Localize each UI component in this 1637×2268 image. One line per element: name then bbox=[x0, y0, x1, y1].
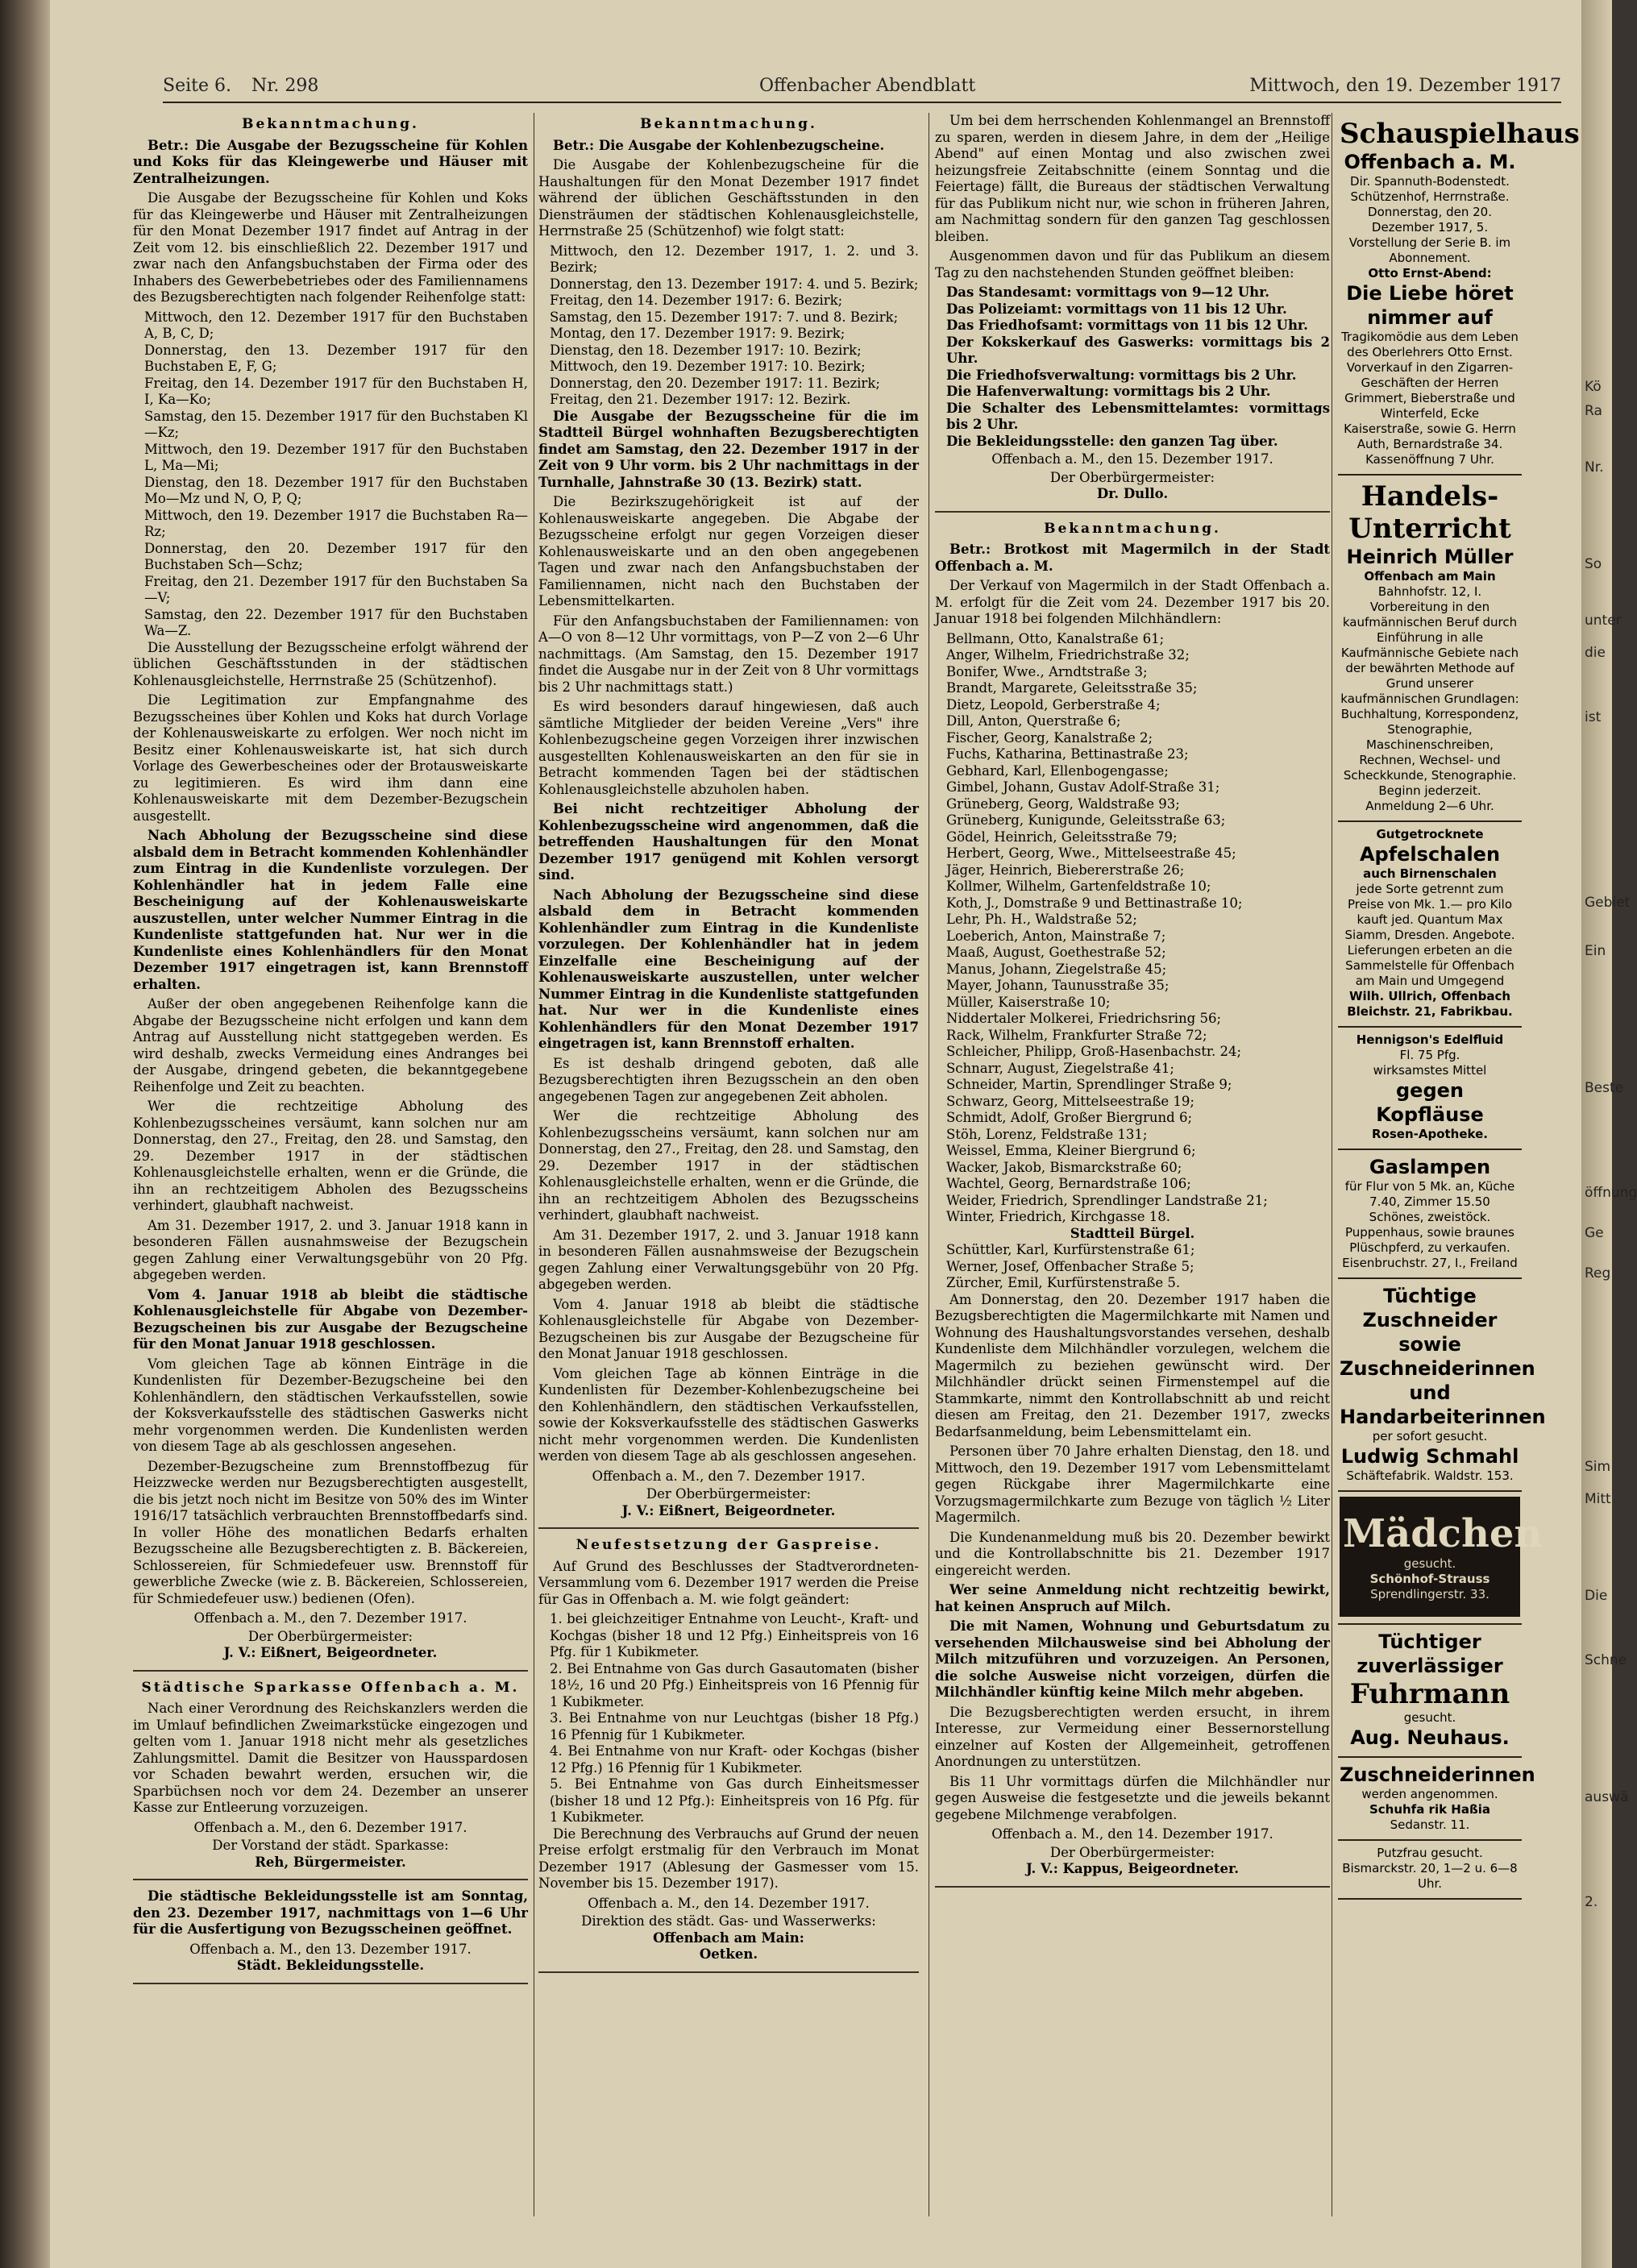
ad-text: auch Birnenschalen bbox=[1363, 866, 1497, 881]
dealer-item: Anger, Wilhelm, Friedrichstraße 32; bbox=[946, 647, 1190, 663]
column-2 bbox=[538, 113, 919, 2249]
hours-item: Das Friedhofsamt: vormittags von 11 bis 12 Uhr. bbox=[946, 318, 1308, 333]
schedule-list bbox=[538, 243, 919, 409]
dealer-item: Müller, Kaiserstraße 10; bbox=[946, 994, 1111, 1010]
edge-fragment: öffnung bbox=[1585, 1185, 1637, 1201]
signature-date: Offenbach a. M., den 13. Dezember 1917. bbox=[189, 1941, 472, 1957]
notice-heading: Bekanntmachung. bbox=[640, 116, 817, 132]
schedule-item: Mittwoch, den 19. Dezember 1917 für den Buchstaben L, Ma—Mi; bbox=[144, 441, 528, 473]
dealer-item: Herbert, Georg, Wwe., Mittelseestraße 45; bbox=[946, 845, 1236, 861]
ad-text: per sofort gesucht. bbox=[1372, 1429, 1488, 1443]
signature-role: Der Oberbürgermeister: bbox=[1049, 1844, 1215, 1860]
ad-place: Offenbach a. M. bbox=[1344, 151, 1516, 173]
notice-paragraph: Die mit Namen, Wohnung und Geburtsdatum zu versehenden Milchausweise sind bei Abholung der Milch mitzuführen und vorzuzeigen. An Personen, die solche Ausweise nicht vorzeigen, dürfen die Milchhändler künftig keine Milch mehr abgeben. bbox=[935, 1618, 1330, 1700]
schedule-item: Freitag, den 14. Dezember 1917: 6. Bezirk; bbox=[550, 293, 843, 308]
column-3 bbox=[935, 113, 1330, 2249]
signature-org: Offenbach am Main: bbox=[653, 1929, 804, 1946]
signature-role: Der Oberbürgermeister: bbox=[247, 1628, 413, 1644]
ad-text: gesucht. bbox=[1403, 1556, 1456, 1571]
price-item: 4. Bei Entnahme von nur Kraft- oder Kochgas (bisher 12 Pfg.) 16 Pfennig für 1 Kubikmeter. bbox=[550, 1743, 919, 1776]
tailors-ad bbox=[1338, 1279, 1546, 1492]
dealer-item: Manus, Johann, Ziegelstraße 45; bbox=[946, 961, 1167, 977]
notice-paragraph: Die Ausgabe der Bezugsscheine für die im Stadtteil Bürgel wohnhaften Bezugsberechtigten findet am Samstag, den 22. Dezember 1917 in der Zeit von 9 Uhr vorm. bis 2 Uhr nachmittags in der Turnhalle, Jahnstraße 30 (13. Bezirk) statt. bbox=[538, 408, 919, 490]
ad-title: sowie Zuschneiderinnen bbox=[1340, 1333, 1535, 1380]
signature-role: Der Oberbürgermeister: bbox=[646, 1486, 812, 1502]
notice-subject: Betr.: Die Ausgabe der Kohlenbezugscheine. bbox=[553, 137, 885, 153]
dealer-item: Werner, Josef, Offenbacher Straße 5; bbox=[946, 1258, 1195, 1274]
ad-text: Schäftefabrik. Waldstr. 153. bbox=[1346, 1468, 1514, 1483]
edge-fragment: Sim bbox=[1585, 1459, 1611, 1475]
apple-peel-ad bbox=[1338, 822, 1522, 1028]
ad-name: Aug. Neuhaus. bbox=[1350, 1726, 1510, 1749]
notice-paragraph: Wer die rechtzeitige Abholung des Kohlenbezugsscheines versäumt, kann solchen nur am Donnerstag, den 27., Freitag, den 28. und Samstag, den 29. Dezember 1917 in der städtischen Kohlenausgleichstelle erhalten, wenn er die Gründe, die ihn an rechtzeitigem Abholen des Bezugsscheins verhindert, glaubhaft nachweist. bbox=[133, 1099, 528, 1213]
hours-item: Der Kokskerkauf des Gaswerks: vormittags bis 2 Uhr. bbox=[946, 334, 1330, 366]
paper-title: Offenbacher Abendblatt bbox=[759, 76, 976, 96]
ad-text: jede Sorte getrennt zum Preise von Mk. 1.— pro Kilo kauft jed. Quantum Max Siamm, Dresden. Angebote. Lieferungen erbeten an die Sammelstelle für Offenbach am Main und Umgegend bbox=[1344, 882, 1515, 988]
ad-text: Dir. Spannuth-Bodenstedt. bbox=[1350, 174, 1510, 189]
notice-paragraph: Vom 4. Januar 1918 ab bleibt die städtische Kohlenausgleichstelle für Abgabe von Dezember-Bezugscheinen bis zur Ausgabe der Bezugscheine für den Monat Januar 1918 geschlossen. bbox=[133, 1286, 528, 1352]
ad-text: gesucht. bbox=[1403, 1710, 1456, 1725]
ad-title: Hennigson's Edelfluid bbox=[1356, 1032, 1504, 1047]
signature-role: Der Oberbürgermeister: bbox=[1049, 469, 1215, 485]
notice-paragraph: Personen über 70 Jahre erhalten Dienstag, den 18. und Mittwoch, den 19. Dezember 1917 vom Lebensmittelamt gegen Rückgabe ihrer Magermilchkarte eine Vorzugsmagermilchkarte zum Bezuge von täglich ½ Liter Magermilch. bbox=[935, 1443, 1330, 1525]
ad-title: Schauspielhaus bbox=[1340, 118, 1580, 150]
notice-heading: Städtische Sparkasse Offenbach a. M. bbox=[141, 1679, 520, 1696]
schedule-item: Samstag, den 15. Dezember 1917: 7. und 8. Bezirk; bbox=[550, 309, 899, 325]
ad-text: Bahnhofstr. 12, I. bbox=[1377, 584, 1482, 599]
ad-title: Tüchtiger bbox=[1378, 1630, 1481, 1653]
notice-paragraph: Am Donnerstag, den 20. Dezember 1917 haben die Bezugsberechtigten die Magermilchkarte mit Namen und Wohnung des Haushaltungsvorstandes versehen, deshalb Kundenliste dem Milchhändler vorzulegen, welchem die Magermilch zu beziehen gewünscht wird. Der Milchhändler drückt seinen Firmenstempel auf die Stammkarte, nimmt den Kontrollabschnitt ab und reicht diesen am Freitag, den 21. Dezember 1917, zwecks Bedarfsanmeldung, beim Lebensmittelamt ein. bbox=[935, 1291, 1330, 1439]
schedule-item: Mittwoch, den 12. Dezember 1917 für den Buchstaben A, B, C, D; bbox=[144, 309, 528, 341]
edge-fragment: So bbox=[1585, 556, 1602, 572]
signature-name: J. V.: Eißnert, Beigeordneter. bbox=[223, 1645, 438, 1660]
schedule-item: Mittwoch, den 12. Dezember 1917, 1. 2. und 3. Bezirk; bbox=[550, 243, 919, 275]
dealer-item: Brandt, Margarete, Geleitsstraße 35; bbox=[946, 680, 1198, 696]
ad-text: Putzfrau gesucht. Bismarckstr. 20, 1—2 u. 6—8 Uhr. bbox=[1342, 1846, 1518, 1891]
notice-heading: Neufestsetzung der Gaspreise. bbox=[575, 1537, 882, 1553]
ad-title: Gaslampen bbox=[1369, 1156, 1491, 1178]
notice-text: Nach einer Verordnung des Reichskanzlers werden die im Umlauf befindlichen Zweimarkstücke eingezogen und gelten vom 1. Januar 1918 nicht mehr als gesetzliches Zahlungsmittel. Damit die Besitzer von Hausspardosen vor Schaden bewahrt werden, ersuchen wir, die Sparbüchsen noch vor dem 24. Dezember an unserer Kasse zur Entleerung vorzuzeigen. bbox=[133, 1701, 528, 1815]
dealer-item: Maaß, August, Goethestraße 52; bbox=[946, 945, 1166, 960]
edge-fragment: ist bbox=[1585, 709, 1602, 725]
signature-date: Offenbach a. M., den 14. Dezember 1917. bbox=[991, 1826, 1273, 1842]
edge-fragment: unter bbox=[1585, 613, 1622, 629]
dealer-item: Gödel, Heinrich, Geleitsstraße 79; bbox=[946, 829, 1178, 845]
notice-paragraph: Am 31. Dezember 1917, 2. und 3. Januar 1918 kann in besonderen Fällen ausnahmsweise der Bezugschein gegen Zahlung einer Verwaltungsgebühr von 20 Pfg. abgegeben werden. bbox=[538, 1227, 919, 1292]
notice-heading: Bekanntmachung. bbox=[1044, 520, 1221, 537]
schedule-item: Samstag, den 22. Dezember 1917 für den Buchstaben Wa—Z. bbox=[144, 606, 528, 638]
ad-text: Sedanstr. 11. bbox=[1390, 1817, 1470, 1832]
notice-gas-prices bbox=[538, 1537, 919, 1973]
signature-date: Offenbach a. M., den 7. Dezember 1917. bbox=[592, 1468, 866, 1484]
dealer-item: Zürcher, Emil, Kurfürstenstraße 5. bbox=[946, 1275, 1181, 1290]
signature-name: J. V.: Kappus, Beigeordneter. bbox=[1026, 1861, 1239, 1876]
notice-skim-milk bbox=[935, 521, 1330, 1888]
edge-fragment: 2. bbox=[1585, 1894, 1598, 1910]
advertisement-column bbox=[1338, 113, 1580, 2249]
ad-inverse-box bbox=[1340, 1497, 1543, 1617]
edge-fragment: Die bbox=[1585, 1588, 1608, 1604]
ad-text: Offenbach am Main bbox=[1364, 569, 1496, 584]
ad-title: Zuschneiderinnen bbox=[1340, 1763, 1535, 1786]
edge-fragment: auswä bbox=[1585, 1789, 1629, 1805]
dealer-item: Fuchs, Katharina, Bettinastraße 23; bbox=[946, 746, 1189, 762]
dealer-item: Wachtel, Georg, Bernardstraße 106; bbox=[946, 1176, 1191, 1191]
district-heading: Stadtteil Bürgel. bbox=[1070, 1225, 1195, 1241]
dealer-item: Dietz, Leopold, Gerberstraße 4; bbox=[946, 696, 1161, 712]
hours-item: Die Friedhofsverwaltung: vormittags bis 2 Uhr. bbox=[946, 367, 1297, 383]
ad-text: Otto Ernst-Abend: bbox=[1368, 266, 1492, 280]
schedule-list bbox=[133, 309, 528, 640]
ad-text: Vorverkauf in den Zigarren-Geschäften der Herren Grimmert, Bieberstraße und Winterfeld, Ecke Kaiserstraße, sowie G. Herrn Auth, Bernardstraße 34. bbox=[1344, 360, 1516, 451]
ad-title: zuverlässiger bbox=[1357, 1655, 1503, 1677]
edge-fragment: Nr. bbox=[1585, 459, 1604, 476]
ad-title: Unterricht bbox=[1348, 513, 1511, 545]
signature-date: Offenbach a. M., den 7. Dezember 1917. bbox=[193, 1610, 467, 1626]
maid-ad bbox=[1338, 1492, 1543, 1625]
dealer-item: Schüttler, Karl, Kurfürstenstraße 61; bbox=[946, 1242, 1195, 1257]
dealer-item: Schleicher, Philipp, Groß-Hasenbachstr. 24; bbox=[946, 1044, 1242, 1059]
notice-paragraph: Es wird besonders darauf hingewiesen, daß auch sämtliche Mitglieder der beiden Vereine „Vers" ihre Kohlenbezugscheine gegen Vorzeigen ihrer inzwischen ausgestellten Kohlenausweiskarten an den für sie in Betracht kommenden Tagen bei der städtischen Kohlenausgleichstelle abzuholen haben. bbox=[538, 699, 919, 797]
ad-text: Sprendlingerstr. 33. bbox=[1370, 1587, 1490, 1601]
ad-title: Apfelschalen bbox=[1359, 843, 1501, 866]
notice-heading: Bekanntmachung. bbox=[242, 116, 419, 132]
dealer-item: Winter, Friedrich, Kirchgasse 18. bbox=[946, 1209, 1170, 1224]
dealer-item: Dill, Anton, Querstraße 6; bbox=[946, 713, 1121, 729]
cutters-ad bbox=[1338, 1758, 1535, 1841]
signature-date: Offenbach a. M., den 14. Dezember 1917. bbox=[588, 1895, 870, 1911]
price-item: 1. bei gleichzeitiger Entnahme von Leucht-, Kraft- und Kochgas (bisher 18 und 12 Pfg.) Einheitspreis von 16 Pfg. für 1 Kubikmeter. bbox=[550, 1611, 919, 1659]
ad-name: Ludwig Schmahl bbox=[1340, 1445, 1519, 1468]
schedule-item: Montag, den 17. Dezember 1917: 9. Bezirk; bbox=[550, 326, 846, 341]
notice-paragraph: Wer die rechtzeitige Abholung des Kohlenbezugsscheins versäumt, kann solchen nur am Donnerstag, den 27., Freitag, den 28. und Samstag, den 29. Dezember 1917 in der städtischen Kohlenausgleichstelle erhalten, wenn er die Gründe, die ihn an rechtzeitigem Abholen des Bezugsscheins verhindert, glaubhaft nachweist. bbox=[538, 1108, 919, 1223]
ad-text: Anmeldung 2—6 Uhr. bbox=[1365, 799, 1494, 813]
dealer-item: Gimbel, Johann, Gustav Adolf-Straße 31; bbox=[946, 779, 1220, 795]
book-binding bbox=[0, 0, 50, 2268]
notice-paragraph: Für den Anfangsbuchstaben der Familiennamen: von A—O von 8—12 Uhr vormittags, von P—Z von 2—6 Uhr nachmittags. (Am Samstag, den 15. Dezember 1917 findet die Ausgabe nur in der Zeit von 8 Uhr vormittags bis 2 Uhr nachmittags statt.) bbox=[538, 613, 919, 695]
notice-paragraph: Ausgenommen davon und für das Publikum an diesem Tag zu den nachstehenden Stunden geöffnet bleiben: bbox=[935, 248, 1330, 280]
dealer-item: Koth, J., Domstraße 9 und Bettinastraße 10; bbox=[946, 895, 1243, 911]
column-1 bbox=[133, 113, 528, 2249]
dealer-item: Lehr, Ph. H., Waldstraße 52; bbox=[946, 912, 1137, 927]
gas-lamps-ad bbox=[1338, 1150, 1522, 1279]
notice-closing: Die Berechnung des Verbrauchs auf Grund der neuen Preise erfolgt erstmalig für den Verbrauch im Monat Dezember 1917 (Ablesung der Gasmesser vom 15. November bis 15. Dezember 1917). bbox=[538, 1826, 919, 1891]
dealer-item: Mayer, Johann, Taunusstraße 35; bbox=[946, 978, 1170, 993]
price-item: 3. Bei Entnahme von nur Leuchtgas (bisher 18 Pfg.) 16 Pfennig für 1 Kubikmeter. bbox=[550, 1710, 919, 1743]
cleaner-ad bbox=[1338, 1841, 1522, 1900]
notice-intro: Auf Grund des Beschlusses der Stadtverordneten-Versammlung vom 6. Dezember 1917 werden die Preise für Gas in Offenbach a. M. wie folgt geändert: bbox=[538, 1558, 919, 1607]
dealer-item: Schneider, Martin, Sprendlinger Straße 9; bbox=[946, 1077, 1232, 1092]
schedule-item: Dienstag, den 18. Dezember 1917: 10. Bezirk; bbox=[550, 342, 862, 358]
page-number: Seite 6. bbox=[163, 76, 231, 96]
ad-text: werden angenommen. bbox=[1361, 1787, 1498, 1801]
notice-office-hours bbox=[935, 113, 1330, 513]
notice-paragraph: Die Bezugsberechtigten werden ersucht, in ihrem Interesse, zur Vermeidung einer Bessernorstellung einzelner auf Kosten der Allgemeinheit, getroffenen Anordnungen zu unterstützen. bbox=[935, 1704, 1330, 1769]
ad-name: Schuhfa rik Haßia bbox=[1369, 1802, 1491, 1817]
ad-text: wirksamstes Mittel bbox=[1373, 1063, 1487, 1078]
price-item: 5. Bei Entnahme von Gas durch Einheitsmesser (bisher 18 und 12 Pfg.): Einheitspreis von 16 Pfg. für 1 Kubikmeter. bbox=[550, 1776, 919, 1825]
ad-text: Gutgetrocknete bbox=[1376, 827, 1484, 841]
ad-text: Eisenbruchstr. 27, I., Freiland bbox=[1342, 1256, 1518, 1270]
edge-fragment: Schne bbox=[1585, 1652, 1627, 1668]
dealer-item: Weider, Friedrich, Sprendlinger Landstraße 21; bbox=[946, 1192, 1268, 1208]
ad-title: und Handarbeiterinnen bbox=[1340, 1381, 1546, 1428]
ad-title: Handels- bbox=[1361, 480, 1499, 513]
dealer-item: Wacker, Jakob, Bismarckstraße 60; bbox=[946, 1159, 1182, 1175]
schedule-item: Donnerstag, den 20. Dezember 1917: 11. Bezirk; bbox=[550, 375, 880, 391]
ad-name: Heinrich Müller bbox=[1346, 546, 1514, 568]
notice-paragraph: Bei nicht rechtzeitiger Abholung der Kohlenbezugsscheine wird angenommen, daß die betreffenden Haushaltungen für den Monat Dezember 1917 genügend mit Kohlen versorgt sind. bbox=[538, 801, 919, 883]
dealer-item: Jäger, Heinrich, Biebererstraße 26; bbox=[946, 862, 1185, 878]
signature-date: Offenbach a. M., den 15. Dezember 1917. bbox=[991, 451, 1273, 467]
theater-ad bbox=[1338, 113, 1580, 476]
edge-fragment: Ge bbox=[1585, 1225, 1604, 1241]
notice-coal-households bbox=[538, 116, 919, 1529]
edge-fragment: Beste bbox=[1585, 1080, 1624, 1096]
ad-text: Bleichstr. 21, Fabrikbau. bbox=[1347, 1004, 1513, 1019]
notice-paragraph: Die Ausstellung der Bezugsscheine erfolgt während der üblichen Geschäftsstunden in der städtischen Kohlenausgleichstelle, Herrnstraße 25 (Schützenhof). bbox=[133, 639, 528, 688]
notice-intro: Um bei dem herrschenden Kohlenmangel an Brennstoff zu sparen, werden in diesem Jahre, in dem der „Heilige Abend" auf einen Montag und also zwischen zwei heizungsfreie Zeitabschnitte (einem Sonntag und die Feiertage) fällt, die Bureaus der städtischen Verwaltung für das Publikum nicht nur, wie schon in früheren Jahren, am Nachmittag sondern für den ganzen Tag geschlossen bleiben. bbox=[935, 113, 1330, 244]
issue-number: Nr. 298 bbox=[251, 76, 319, 96]
ad-text: Schützenhof, Herrnstraße. bbox=[1350, 189, 1510, 204]
ad-text: Rosen-Apotheke. bbox=[1372, 1127, 1488, 1141]
hours-item: Die Bekleidungsstelle: den ganzen Tag über. bbox=[946, 433, 1278, 449]
signature-name: Oetken. bbox=[699, 1946, 758, 1962]
dealer-item: Niddertaler Molkerei, Friedrichsring 56; bbox=[946, 1011, 1222, 1026]
ad-text: Fl. 75 Pfg. bbox=[1399, 1048, 1460, 1062]
dealer-item: Gebhard, Karl, Ellenbogengasse; bbox=[946, 762, 1169, 779]
notice-paragraph: Die Kundenanmeldung muß bis 20. Dezember bewirkt und die Kontrollabschnitte bis 21. Dezember 1917 eingereicht werden. bbox=[935, 1529, 1330, 1578]
notice-paragraph: Vom gleichen Tage ab können Einträge in die Kundenlisten für Dezember-Bezugscheine bei den Kohlenhändlern, den städtischen Verkaufsstellen, sowie der Koksverkaufsstelle des städtischen Gaswerks nicht mehr vorgenommen werden. Die Kundenlisten werden von diesem Tage ab als geschlossen angesehen. bbox=[133, 1356, 528, 1454]
notice-savings-bank bbox=[133, 1680, 528, 1881]
schedule-item: Donnerstag, den 20. Dezember 1917 für den Buchstaben Sch—Schz; bbox=[144, 540, 528, 572]
ad-title: Fuhrmann bbox=[1349, 1678, 1510, 1710]
schedule-item: Dienstag, den 18. Dezember 1917 für den Buchstaben Mo—Mz und N, O, P, Q; bbox=[144, 474, 528, 506]
edge-fragment: Kö bbox=[1585, 379, 1602, 395]
notice-subject: Betr.: Die Ausgabe der Bezugsscheine für Kohlen und Koks für das Kleingewerbe und Häuser mit Zentralheizungen. bbox=[133, 137, 528, 186]
notice-intro: Die Ausgabe der Bezugsscheine für Kohlen und Koks für das Kleingewerbe und Häuser mit Zentralheizungen für den Monat Dezember 1917 findet auf Antrag in der Zeit vom 12. bis einschließlich 22. Dezember 1917 und zwar nach den Anfangsbuchstaben der Firma oder des Inhabers des Gewerbebetriebes oder des Familiennamens des Bezugsberechtigten nach folgender Reihenfolge statt: bbox=[133, 190, 528, 305]
ad-text: Vorbereitung in den kaufmännischen Beruf durch Einführung in alle Kaufmännische Gebiete nach der bewährten Methode auf Grund unserer kaufmännischen Grundlagen: Buchhaltung, Korrespondenz, Stenographie, Maschinenschreiben, Rechnen, Wechsel- und Scheckkunde, Stenographie. Beginn jederzeit. bbox=[1340, 600, 1519, 798]
running-header bbox=[163, 73, 1561, 103]
notice-subject: Betr.: Brotkost mit Magermilch in der Stadt Offenbach a. M. bbox=[935, 542, 1330, 574]
signature-date: Offenbach a. M., den 6. Dezember 1917. bbox=[193, 1819, 467, 1835]
schedule-item: Donnerstag, den 13. Dezember 1917: 4. und 5. Bezirk; bbox=[550, 276, 919, 292]
notice-clothing-office bbox=[133, 1888, 528, 1984]
dealer-item: Grüneberg, Kunigunde, Geleitsstraße 63; bbox=[946, 812, 1226, 828]
ad-text: für Flur von 5 Mk. an, Küche 7.40, Zimmer 15.50 bbox=[1344, 1179, 1515, 1209]
edge-fragment: Gebiet bbox=[1585, 895, 1631, 911]
dealer-list bbox=[935, 631, 1330, 1226]
edge-fragment: Mitt bbox=[1585, 1491, 1611, 1507]
dealer-item: Schwarz, Georg, Mittelseestraße 19; bbox=[946, 1093, 1195, 1109]
hours-item: Das Polizeiamt: vormittags von 11 bis 12 Uhr. bbox=[946, 301, 1287, 317]
dealer-item: Stöh, Lorenz, Feldstraße 131; bbox=[946, 1126, 1148, 1142]
signature-name: Städt. Bekleidungsstelle. bbox=[236, 1958, 425, 1973]
hours-item: Die Hafenverwaltung: vormittags bis 2 Uhr. bbox=[946, 384, 1271, 399]
schedule-item: Freitag, den 21. Dezember 1917: 12. Bezirk. bbox=[550, 392, 851, 407]
dealer-item: Loeberich, Anton, Mainstraße 7; bbox=[946, 928, 1166, 944]
notice-paragraph: Bis 11 Uhr vormittags dürfen die Milchhändler nur gegen Ausweise die festgesetzte und die jeweils bekannt gegebene Milchmenge verabfolgen. bbox=[935, 1773, 1330, 1822]
dealer-item: Schnarr, August, Ziegelstraße 41; bbox=[946, 1060, 1174, 1076]
hours-item: Die Schalter des Lebensmittelamtes: vormittags bis 2 Uhr. bbox=[946, 400, 1330, 432]
notice-paragraph: Wer seine Anmeldung nicht rechtzeitig bewirkt, hat keinen Anspruch auf Milch. bbox=[935, 1582, 1330, 1614]
notice-paragraph: Dezember-Bezugscheine zum Brennstoffbezug für Heizzwecke werden nur Bezugsberechtigten ausgestellt, die bis jetzt noch nicht im Besitze von 50% des im Winter 1916/17 tatsächlich verbrauchten Brennstoffbedarfs sind. In voller Höhe des monatlichen Bedarfs erhalten Bezugsscheine alle Bezugsberechtigten z. B. Bäckereien, Schlossereien, für Schmiedefeuer usw. Brennstoff für gewerbliche Zwecke (wie z. B. Bäckereien, Schlossereien, für Schmiedefeuer usw.) bedienen (Ofen). bbox=[133, 1458, 528, 1606]
dealer-item: Bonifer, Wwe., Arndtstraße 3; bbox=[946, 663, 1148, 679]
notice-paragraph: Nach Abholung der Bezugsscheine sind diese alsbald dem in Betracht kommenden Kohlenhändler zum Eintrag in die Kundenliste vorzulegen. Der Kohlenhändler hat in jedem Falle eine Bescheinigung auf der Kohlenausweiskarte auszustellen, unter welcher Nummer Eintrag in die Kundenliste stattgefunden hat. Nur wer in die Kundenliste eines Kohlenhändlers für den Monat Dezember 1917 eingetragen ist, kann Brennstoff erhalten. bbox=[133, 828, 528, 992]
ad-text: Donnerstag, den 20. Dezember 1917, 5. Vorstellung der Serie B. im Abonnement. bbox=[1348, 205, 1511, 265]
schedule-item: Mittwoch, den 19. Dezember 1917: 10. Bezirk; bbox=[550, 359, 866, 374]
dealer-item: Bellmann, Otto, Kanalstraße 61; bbox=[946, 630, 1165, 646]
dealer-item: Rack, Wilhelm, Frankfurter Straße 72; bbox=[946, 1027, 1207, 1043]
notice-paragraph: Am 31. Dezember 1917, 2. und 3. Januar 1918 kann in besonderen Fällen ausnahmsweise der Bezugschein gegen Zahlung einer Verwaltungsgebühr von 20 Pfg. abgegeben werden. bbox=[133, 1217, 528, 1282]
edge-fragment: Ra bbox=[1585, 403, 1602, 419]
schedule-item: Samstag, den 15. Dezember 1917 für den Buchstaben Kl—Kz; bbox=[144, 408, 528, 440]
signature-role: Der Vorstand der städt. Sparkasse: bbox=[212, 1838, 449, 1853]
hours-item: Das Standesamt: vormittags von 9—12 Uhr. bbox=[946, 285, 1270, 300]
dealer-item: Weissel, Emma, Kleiner Biergrund 6; bbox=[946, 1143, 1196, 1158]
ad-title: Mädchen bbox=[1343, 1511, 1543, 1556]
schedule-item: Mittwoch, den 19. Dezember 1917 die Buchstaben Ra—Rz; bbox=[144, 507, 528, 539]
price-item: 2. Bei Entnahme von Gas durch Gasautomaten (bisher 18½, 16 und 20 Pfg.) Einheitspreis von 16 Pfennig für 1 Kubikmeter. bbox=[550, 1660, 919, 1709]
notice-paragraph: Außer der oben angegebenen Reihenfolge kann die Abgabe der Bezugsscheine nicht erfolgen und kann dem Antrag auf Ausstellung nicht stattgegeben werden. Es wird deshalb, zwecks Vermeidung eines Andranges bei der Ausgabe, dringend gebeten, die bekanntgegebene Reihenfolge und Zeit zu beachten. bbox=[133, 996, 528, 1095]
ad-text: Kassenöffnung 7 Uhr. bbox=[1365, 452, 1494, 467]
notice-paragraph: Nach Abholung der Bezugsscheine sind diese alsbald dem in Betracht kommenden Kohlenhändler zum Eintrag in die Kundenliste vorzulegen. Der Kohlenhändler hat in jedem Einzelfalle eine Bescheinigung auf der Kohlenausweiskarte auszustellen, unter welcher Nummer Eintrag in die Kundenliste stattgefunden hat. Nur wer in die Kundenliste eines Kohlenhändlers für den Monat Dezember 1917 eingetragen ist, kann Brennstoff erhalten. bbox=[538, 887, 919, 1051]
edge-fragment: Ein bbox=[1585, 943, 1606, 959]
next-page-edge bbox=[1581, 0, 1637, 2268]
notice-paragraph: Vom gleichen Tage ab können Einträge in die Kundenlisten für Dezember-Kohlenbezugscheine bei den Kohlenhändlern, den städtischen Verkaufsstellen, sowie der Koksverkaufsstelle des städtischen Gaswerks nicht mehr vorgenommen werden. Die Kundenlisten werden von diesem Tage ab als geschlossen angesehen. bbox=[538, 1365, 919, 1464]
dealer-item: Kollmer, Wilhelm, Gartenfeldstraße 10; bbox=[946, 879, 1211, 894]
school-ad bbox=[1338, 476, 1522, 822]
dealer-item: Grüneberg, Georg, Waldstraße 93; bbox=[946, 795, 1180, 812]
driver-ad bbox=[1338, 1625, 1522, 1758]
notice-paragraph: Vom 4. Januar 1918 ab bleibt die städtische Kohlenausgleichstelle für Abgabe von Dezember-Bezugscheinen bis zur Ausgabe der Bezugscheine für den Monat Januar 1918 geschlossen. bbox=[538, 1296, 919, 1361]
edge-fragment: Reg bbox=[1585, 1265, 1611, 1281]
edge-fragment: die bbox=[1585, 645, 1606, 661]
ad-play-title: Die Liebe höret nimmer auf bbox=[1346, 282, 1514, 329]
signature-name: Dr. Dullo. bbox=[1096, 486, 1169, 501]
signature-role: Direktion des städt. Gas- und Wasserwerks: bbox=[581, 1913, 876, 1929]
notice-intro: Die Ausgabe der Kohlenbezugscheine für die Haushaltungen für den Monat Dezember 1917 findet während der üblichen Geschäftsstunden in den Diensträumen der städtischen Kohlenausgleichstelle, Herrnstraße 25 (Schützenhof) wie folgt statt: bbox=[538, 157, 919, 239]
ad-text: Schönhof-Strauss bbox=[1369, 1572, 1490, 1586]
dealer-item: Fischer, Georg, Kanalstraße 2; bbox=[946, 729, 1153, 746]
schedule-item: Donnerstag, den 13. Dezember 1917 für den Buchstaben E, F, G; bbox=[144, 342, 528, 374]
notice-text: Die städtische Bekleidungsstelle ist am Sonntag, den 23. Dezember 1917, nachmittags von 1—6 Uhr für die Ausfertigung von Bezugsscheinen geöffnet. bbox=[133, 1888, 528, 1937]
notice-intro: Der Verkauf von Magermilch in der Stadt Offenbach a. M. erfolgt für die Zeit vom 24. Dezember 1917 bis 20. Januar 1918 bei folgenden Milchhändlern: bbox=[935, 578, 1330, 626]
signature-name: Reh, Bürgermeister. bbox=[255, 1854, 406, 1870]
dealer-item: Schmidt, Adolf, Großer Biergrund 6; bbox=[946, 1110, 1193, 1125]
ad-text: Schönes, zweistöck. Puppenhaus, sowie braunes Plüschpferd, zu verkaufen. bbox=[1345, 1210, 1514, 1255]
schedule-item: Freitag, den 21. Dezember 1917 für den Buchstaben Sa—V; bbox=[144, 573, 528, 605]
edelfluid-ad bbox=[1338, 1028, 1522, 1150]
ad-title: Tüchtige Zuschneider bbox=[1362, 1285, 1498, 1331]
signature-name: J. V.: Eißnert, Beigeordneter. bbox=[621, 1502, 836, 1518]
ad-text: Tragikomödie aus dem Leben des Oberlehrers Otto Ernst. bbox=[1341, 330, 1519, 359]
notice-paragraph: Es ist deshalb dringend geboten, daß alle Bezugsberechtigten ihren Bezugsschein an den oben angegebenen Tagen zur angegebenen Zeit abholen. bbox=[538, 1055, 919, 1104]
schedule-item: Freitag, den 14. Dezember 1917 für den Buchstaben H, I, Ka—Ko; bbox=[144, 375, 528, 407]
notice-paragraph: Die Legitimation zur Empfangnahme des Bezugsscheines über Kohlen und Koks hat durch Vorlage der Kohlenausweiskarte zu erfolgen. Wer noch nicht im Besitz einer Kohlenausweiskarte ist, hat sich durch Vorlage des Gewerbescheines oder der Brotausweiskarte zu legitimieren. Es wird ihm dann eine Kohlenausweiskarte mit dem Dezember-Bezugschein ausgestellt. bbox=[133, 692, 528, 824]
notice-coal-business bbox=[133, 116, 528, 1672]
ad-text: Wilh. Ullrich, Offenbach bbox=[1348, 989, 1511, 1003]
issue-date: Mittwoch, den 19. Dezember 1917 bbox=[1249, 76, 1561, 96]
notice-paragraph: Die Bezirkszugehörigkeit ist auf der Kohlenausweiskarte angegeben. Die Abgabe der Bezugsscheine erfolgt nur gegen Vorzeigen dieser Kohlenausweiskarte und an den oben angegebenen Tagen und zwar nach den Anfangsbuchstaben der Familiennamen, nicht nach den Buchstaben der Lebensmittelkarten. bbox=[538, 494, 919, 609]
ad-title: gegen Kopfläuse bbox=[1376, 1079, 1484, 1126]
